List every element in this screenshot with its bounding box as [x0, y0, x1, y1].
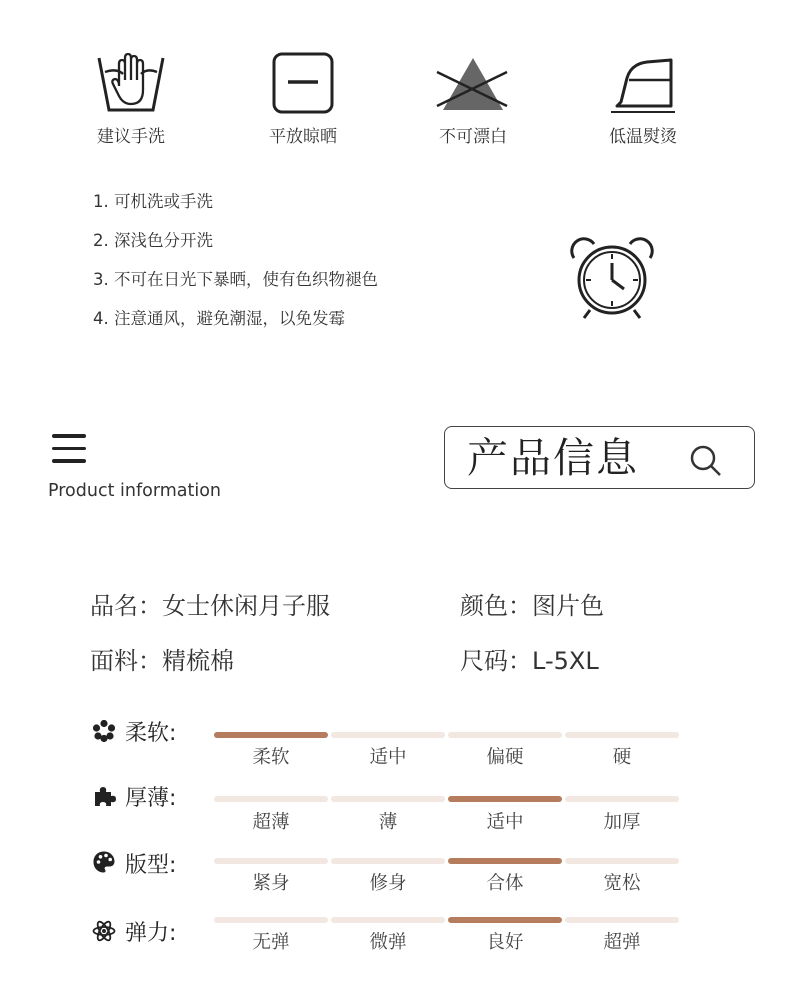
scale-option: 合体: [486, 873, 524, 894]
scale-segment: [331, 858, 445, 864]
product-name: 品名：女士休闲月子服: [90, 592, 330, 620]
product-fabric: 面料：精梳棉: [90, 647, 234, 675]
search-icon[interactable]: [688, 443, 724, 479]
scale-option: 良好: [486, 932, 524, 953]
scale-segment: [565, 796, 679, 802]
alarm-clock-icon: [568, 236, 656, 324]
scale-segment: [448, 796, 562, 802]
dry-flat-icon: [261, 50, 345, 116]
scale-option: 超薄: [252, 812, 290, 833]
scale-segment: [565, 858, 679, 864]
care-label: 平放晾晒: [269, 127, 337, 147]
care-item-hand-wash: [56, 50, 206, 147]
scale-option: 加厚: [603, 812, 641, 833]
scale-segment: [448, 858, 562, 864]
hand-wash-icon: [89, 50, 173, 116]
scale-segment: [565, 917, 679, 923]
flower-icon: [92, 719, 116, 743]
instruction-item: 4. 注意通风，避免潮湿，以免发霉: [93, 309, 345, 328]
palette-icon: [92, 850, 116, 874]
care-label: 低温熨烫: [609, 127, 677, 147]
care-instructions: [93, 182, 378, 338]
scale-segment: [565, 732, 679, 738]
care-label: 建议手洗: [97, 127, 165, 147]
attr-label-fit: 版型:: [125, 853, 177, 878]
scale-segment: [214, 858, 328, 864]
scale-option: 柔软: [252, 747, 290, 768]
scale-option: 微弹: [369, 932, 407, 953]
scale-option: 修身: [369, 873, 407, 894]
product-color: 颜色：图片色: [460, 592, 604, 620]
instruction-item: 2. 深浅色分开洗: [93, 231, 213, 250]
scale-segment: [331, 732, 445, 738]
scale-option: 紧身: [252, 873, 290, 894]
scale-option: 适中: [369, 747, 407, 768]
product-info-title: 产品信息: [467, 434, 639, 482]
scale-segment: [448, 732, 562, 738]
scale-segment: [214, 796, 328, 802]
attr-label-elasticity: 弹力:: [125, 921, 177, 946]
product-size: 尺码：L-5XL: [460, 647, 599, 675]
attr-label-softness: 柔软:: [125, 721, 177, 746]
scale-segment: [448, 917, 562, 923]
scale-segment: [214, 917, 328, 923]
product-info-search-box[interactable]: [444, 426, 755, 489]
care-item-no-bleach: [398, 50, 548, 147]
scale-segment: [214, 732, 328, 738]
care-label: 不可漂白: [439, 127, 507, 147]
no-bleach-icon: [431, 50, 515, 116]
menu-icon[interactable]: [52, 434, 86, 472]
instruction-item: 3. 不可在日光下暴晒，使有色织物褪色: [93, 270, 378, 289]
atom-icon: [92, 919, 116, 943]
care-item-dry-flat: [228, 50, 378, 147]
scale-option: 薄: [378, 812, 398, 833]
scale-option: 硬: [612, 747, 632, 768]
attr-label-thickness: 厚薄:: [125, 786, 177, 811]
care-item-low-iron: [568, 50, 718, 147]
low-iron-icon: [601, 50, 685, 116]
puzzle-icon: [92, 784, 116, 808]
scale-option: 偏硬: [486, 747, 524, 768]
product-info-caption: Product information: [48, 481, 222, 501]
scale-segment: [331, 917, 445, 923]
scale-segment: [331, 796, 445, 802]
scale-option: 适中: [486, 812, 524, 833]
scale-option: 无弹: [252, 932, 290, 953]
instruction-item: 1. 可机洗或手洗: [93, 192, 213, 211]
scale-option: 超弹: [603, 932, 641, 953]
scale-option: 宽松: [603, 873, 641, 894]
